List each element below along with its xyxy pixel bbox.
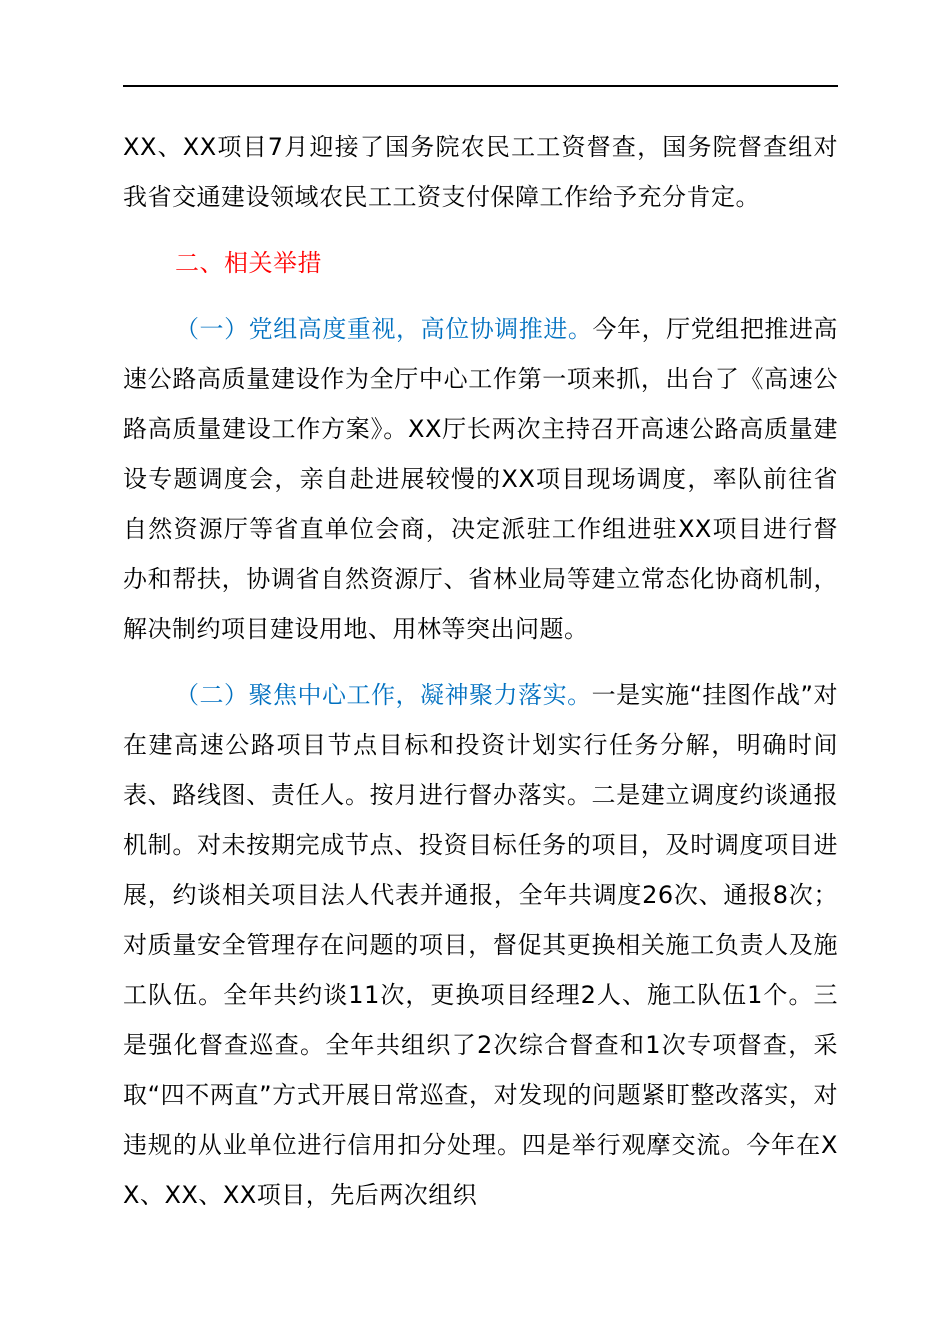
section-heading-text: 二、相关举措 [175, 249, 322, 277]
item-1-text: 今年，厅党组把推进高速公路高质量建设作为全厅中心工作第一项来抓，出台了《高速公路高质量建设工作方案》。XX厅长两次主持召开高速公路高质量建设专题调度会，亲自赴进展较慢的XX项目现场调度，率队前往省自然资源厅等省直单位会商，决定派驻工作组进驻XX项目进行督办和帮扶，协调省自然资源厅、省林业局等建立常态化协商机制，解决制约项目建设用地、用林等突出问题。 [123, 315, 839, 643]
item-2-paragraph [123, 670, 838, 1220]
spacer [123, 654, 838, 670]
spacer [123, 222, 838, 238]
item-1-paragraph [123, 304, 838, 654]
document-body [123, 122, 838, 1220]
section-heading [123, 238, 838, 288]
header-rule [123, 85, 838, 87]
item-2-lead: （二）聚焦中心工作，凝神聚力落实。 [175, 681, 592, 709]
item-2-text: 一是实施“挂图作战”对在建高速公路项目节点目标和投资计划实行任务分解，明确时间表、路线图、责任人。按月进行督办落实。二是建立调度约谈通报机制。对未按期完成节点、投资目标任务的项目，及时调度项目进展，约谈相关项目法人代表并通报，全年共调度26次、通报8次；对质量安全管理存在问题的项目，督促其更换相关施工负责人及施工队伍。全年共约谈11次，更换项目经理2人、施工队伍1个。三是强化督查巡查。全年共组织了2次综合督查和1次专项督查，采取“四不两直”方式开展日常巡查，对发现的问题紧盯整改落实，对违规的从业单位进行信用扣分处理。四是举行观摩交流。今年在XX、XX、XX项目，先后两次组织 [123, 681, 838, 1209]
item-1-lead: （一）党组高度重视，高位协调推进。 [175, 315, 593, 343]
intro-paragraph [123, 122, 838, 222]
spacer [123, 288, 838, 304]
intro-text: XX、XX项目7月迎接了国务院农民工工资督查，国务院督查组对我省交通建设领域农民工工资支付保障工作给予充分肯定。 [123, 133, 838, 211]
